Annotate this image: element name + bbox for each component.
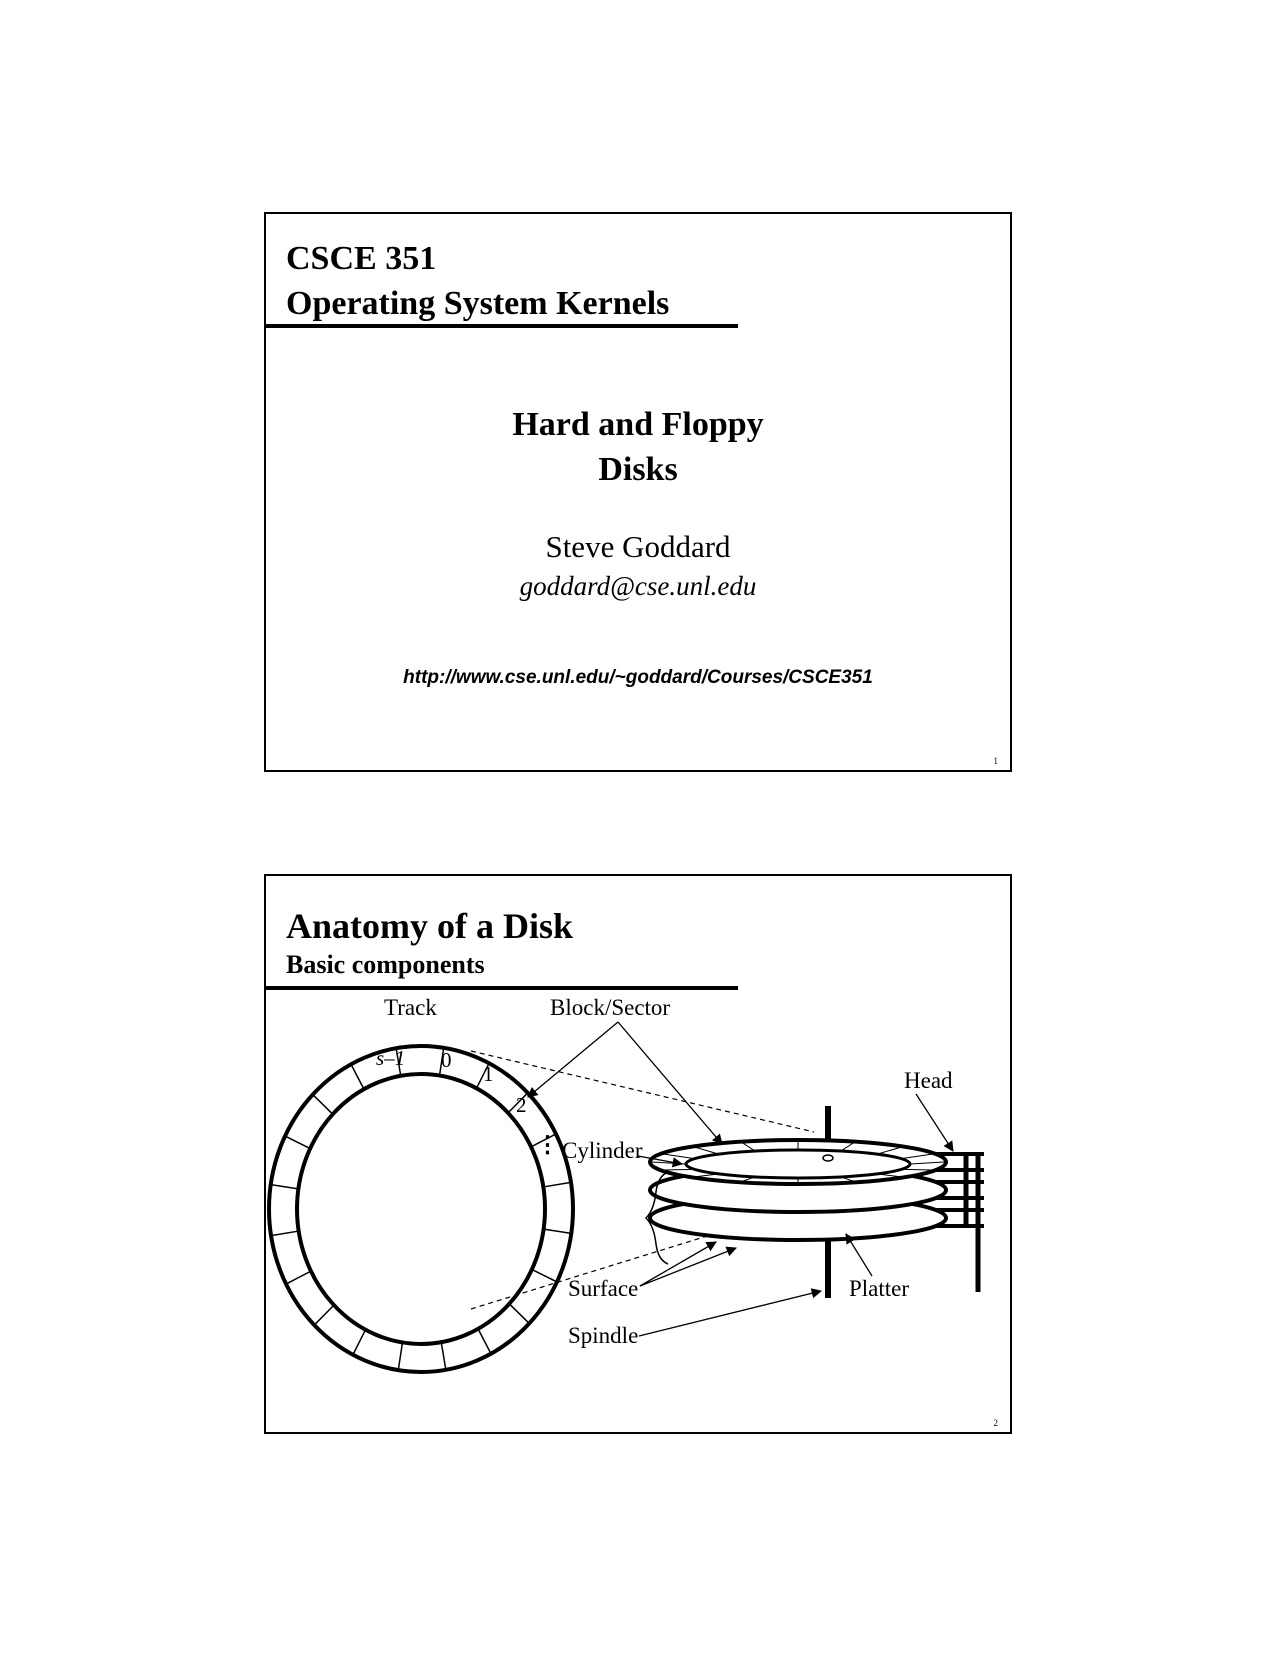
talk-title-line2: Disks [598, 451, 678, 488]
sector-divider [271, 1231, 299, 1236]
sector-divider [353, 1330, 366, 1355]
platter-stack [650, 1140, 946, 1240]
block-sector-label: Block/Sector [550, 995, 671, 1020]
surface-label: Surface [568, 1276, 639, 1301]
course-code: CSCE 351 [286, 240, 437, 277]
author-email: goddard@cse.unl.edu [519, 571, 757, 601]
sector-divider [509, 1304, 529, 1324]
track-ring [269, 1046, 573, 1372]
platter-sector-tick [901, 1169, 932, 1170]
sector-divider [271, 1185, 299, 1189]
cylinder-label: Cylinder [562, 1138, 643, 1163]
talk-title-line1: Hard and Floppy [512, 406, 764, 443]
sector-divider [285, 1136, 310, 1149]
arrow-spindle [639, 1291, 821, 1336]
head-label: Head [904, 1068, 953, 1093]
platter-label: Platter [849, 1276, 910, 1301]
sector-divider [286, 1271, 311, 1284]
arrow-block-to-ring [528, 1022, 618, 1097]
arrow-block-to-platter [618, 1022, 722, 1144]
course-name: Operating System Kernels [286, 285, 670, 322]
sector-divider [441, 1342, 446, 1370]
course-heading [286, 236, 669, 326]
arrow-head [916, 1094, 953, 1151]
more-sectors-icon: ⋮ [536, 1132, 559, 1157]
sector-divider [351, 1064, 364, 1089]
arrow-platter [846, 1234, 872, 1276]
course-url: http://www.cse.unl.edu/~goddard/Courses/CSCE351 [403, 667, 873, 688]
author-name: Steve Goddard [545, 529, 731, 564]
platter-sector-tick [663, 1169, 694, 1170]
projection-line-top [471, 1051, 814, 1132]
sector-divider [313, 1095, 333, 1115]
sector-divider [478, 1329, 491, 1354]
disk-anatomy-diagram [266, 876, 1010, 1432]
sector-divider [544, 1229, 572, 1233]
talk-title [266, 402, 1010, 492]
sector-divider [398, 1342, 402, 1370]
sector-label-1: 1 [483, 1062, 494, 1086]
page-number: 2 [993, 1418, 998, 1428]
arrow-surface-2 [640, 1248, 736, 1286]
disk-anatomy-slide [264, 874, 1012, 1434]
page-number: 1 [993, 756, 998, 766]
sector-label-0: 0 [441, 1048, 452, 1072]
slide-title: Anatomy of a Disk [286, 906, 574, 946]
slide-subtitle: Basic components [286, 950, 485, 979]
track-label: Track [384, 995, 437, 1020]
arrow-surface-1 [640, 1242, 716, 1286]
sector-divider [532, 1269, 557, 1282]
title-slide [264, 212, 1012, 772]
spindle-label: Spindle [568, 1323, 639, 1348]
sector-divider [314, 1305, 334, 1325]
heading-underline [266, 324, 738, 328]
sector-label-2: 2 [516, 1093, 527, 1117]
sector-divider [543, 1182, 571, 1187]
sector-label-last: s–1 [376, 1046, 406, 1070]
spindle-hub [823, 1155, 833, 1161]
